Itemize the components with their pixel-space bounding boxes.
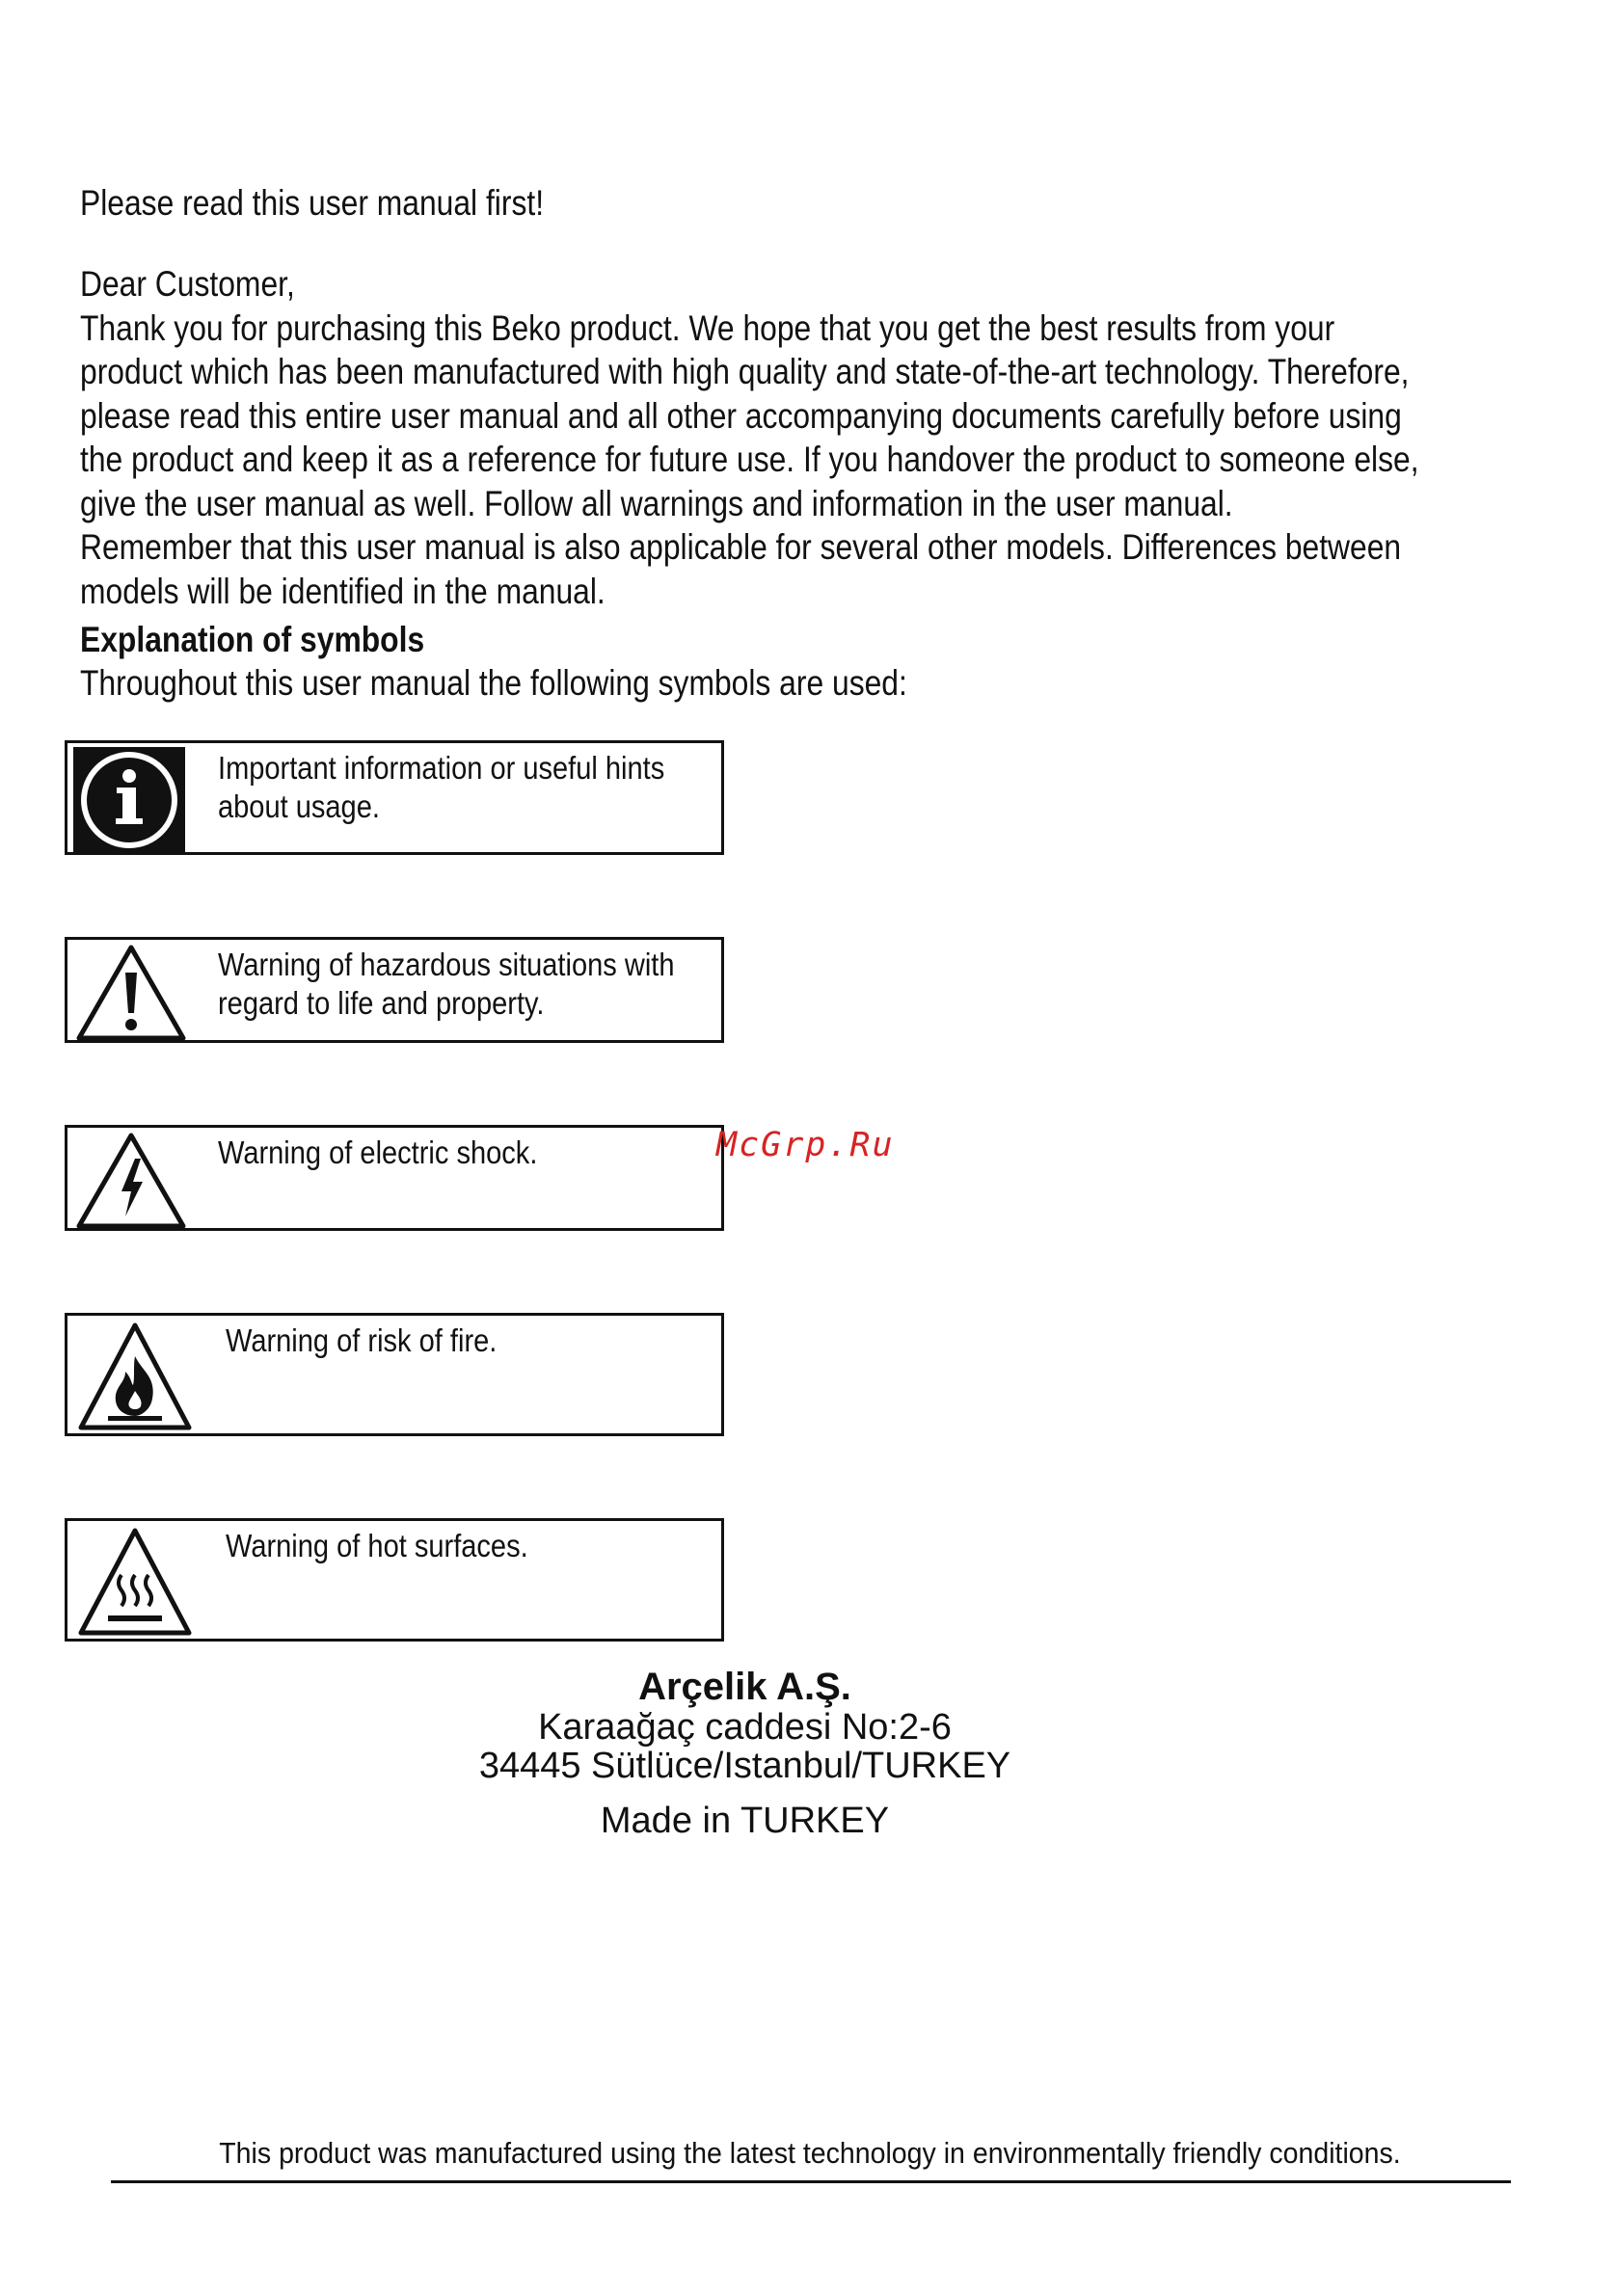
symbols-heading: Explanation of symbols (80, 620, 425, 659)
symbols-intro: Throughout this user manual the following symbols are used: (80, 663, 907, 703)
fire-icon (75, 1322, 195, 1438)
symbol-box-hot-surface (65, 1518, 724, 1642)
greeting: Dear Customer, (80, 264, 295, 304)
company-name: Arçelik A.Ş. (638, 1666, 851, 1708)
symbol-box-warning (65, 937, 724, 1043)
footer-divider (111, 2180, 1511, 2183)
symbol-text-info: Important information or useful hints about usage. (218, 750, 665, 824)
made-in: Made in TURKEY (600, 1801, 890, 1841)
info-icon (73, 747, 185, 858)
symbol-text-hot-surface: Warning of hot surfaces. (226, 1528, 528, 1563)
symbol-text-electric: Warning of electric shock. (218, 1135, 538, 1170)
company-address-line1: Karaağaç caddesi No:2-6 (538, 1707, 952, 1748)
intro-text (80, 262, 1440, 613)
warning-exclamation-icon (73, 944, 189, 1045)
footer-note: This product was manufactured using the latest technology in environmentally friendly conditions. (219, 2136, 1401, 2170)
watermark: McGrp.Ru (716, 1126, 895, 1164)
symbol-box-fire (65, 1313, 724, 1436)
symbol-text-fire: Warning of risk of fire. (226, 1322, 498, 1358)
symbol-box-electric (65, 1125, 724, 1231)
symbol-box-info (65, 740, 724, 855)
company-address-line2: 34445 Sütlüce/Istanbul/TURKEY (478, 1746, 1011, 1786)
electric-shock-icon (73, 1132, 189, 1233)
models-paragraph: Remember that this user manual is also applicable for several other models. Differences between models will be identified in the manual. (80, 527, 1402, 611)
page-title: Please read this user manual first! (80, 183, 545, 223)
intro-paragraph: Thank you for purchasing this Beko product. We hope that you get the best results from your product which has been manufactured with high quality and state-of-the-art technology. Therefore, please read this entire user manual and all other accompanying documents carefully before using the product and keep it as a reference for future use. If you handover the product to someone else, give the user manual as well. Follow all warnings and information in the user manual. (80, 307, 1419, 523)
hot-surface-icon (75, 1527, 195, 1643)
symbol-text-warning: Warning of hazardous situations with regard to life and property. (218, 947, 675, 1021)
